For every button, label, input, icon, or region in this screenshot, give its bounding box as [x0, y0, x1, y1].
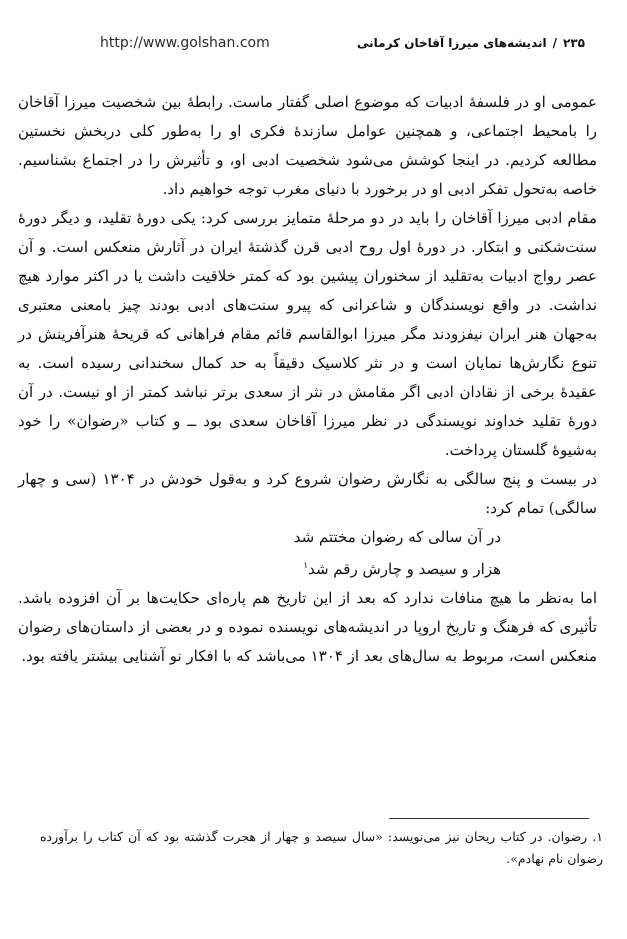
- verse-line-1: در آن سالی که رضوان مختتم شد: [293, 528, 501, 546]
- paragraph-2: مقام ادبی میرزا آقاخان را باید در دو مرحلهٔ متمایز بررسی کرد: یکی دورهٔ تقلید، و دیگر دورهٔ سنت‌شکنی و ابتکار. در دورهٔ اول روح ادبی قرن گذشتهٔ ایران در آثارش منعکس است. و آن عصر رواج ادبیات به‌تقلید از سخنوران پیشین بود که کمتر خلاقیت داشت یا در اکثر موارد هیچ نداشت. در واقع نویسندگان و شاعرانی که پیرو سنت‌های ادبی بودند چیز بامعنی معتبری به‌جهان هنر ایران نیفزودند مگر میرزا ابوالقاسم قائم مقام فراهانی که قریحهٔ هنرآفرینش در تنوع نگارش‌ها نمایان است و در نثر کلاسیک دقیقاً به حد کمال سخندانی رسیده است. به عقیدهٔ برخی از نقادان ادبی اگر مقامش در نثر از سعدی برتر نباشد کمتر از او نیست. در آن دورهٔ تقلید خداوند نویسندگی در نظر میرزا آقاخان سعدی بود ــ و کتاب «رضوان» را خود به‌شیوهٔ گلستان پرداخت.: [18, 209, 597, 459]
- paragraph-4: اما به‌نظر ما هیچ منافات ندارد که بعد از این تاریخ هم پاره‌ای حکایت‌ها بر آن افزوده باشد. تأثیری که فرهنگ و تاریخ اروپا در اندیشه‌های نویسنده نموده و در بعضی از داستان‌های رضوان منعکس است، مربوط به سال‌های بعد از ۱۳۰۴ می‌باشد که با افکار نو آشنایی بیشتر یافته بود.: [18, 589, 597, 665]
- header-separator: /: [552, 36, 558, 50]
- footnote-divider: [389, 818, 589, 819]
- running-head: [357, 36, 585, 50]
- footnotes: [40, 826, 603, 870]
- book-title: اندیشه‌های میرزا آقاخان کرمانی: [357, 36, 547, 50]
- main-text: [18, 88, 597, 671]
- paragraph-1: عمومی او در فلسفهٔ ادبیات که موضوع اصلی گفتار ماست. رابطهٔ بین شخصیت میرزا آقاخان را بامحیط اجتماعی، و همچنین عوامل سازندهٔ فکری او را به‌طور کلی دربخش نخستین مطالعه کردیم. در اینجا کوشش می‌شود شخصیت ادبی او، و تأثیرش را در اجتماع بشناسیم. خاصه به‌تحول تفکر ادبی او در برخورد با دنیای مغرب توجه خواهیم داد.: [18, 93, 597, 198]
- footnote-1: ۱. رضوان. در کتاب ریحان نیز می‌نویسد: «سال سیصد و چهار از هجرت گذشته بود که آن کتاب را برآورده رضوان نام نهادم».: [40, 829, 603, 866]
- source-url[interactable]: http://www.golshan.com: [100, 35, 270, 51]
- page-number: ۲۳۵: [563, 36, 585, 50]
- footnote-marker[interactable]: ۱: [303, 561, 309, 571]
- verse-line-2-wrap: [18, 552, 501, 584]
- verse: [18, 523, 501, 584]
- verse-line-2: هزار و سیصد و چارش رقم شد: [308, 560, 501, 578]
- paragraph-3: در بیست و پنج سالگی به نگارش رضوان شروع کرد و به‌قول خودش در ۱۳۰۴ (سی و چهار سالگی) تمام کرد:: [18, 470, 597, 517]
- page-header: [100, 30, 585, 56]
